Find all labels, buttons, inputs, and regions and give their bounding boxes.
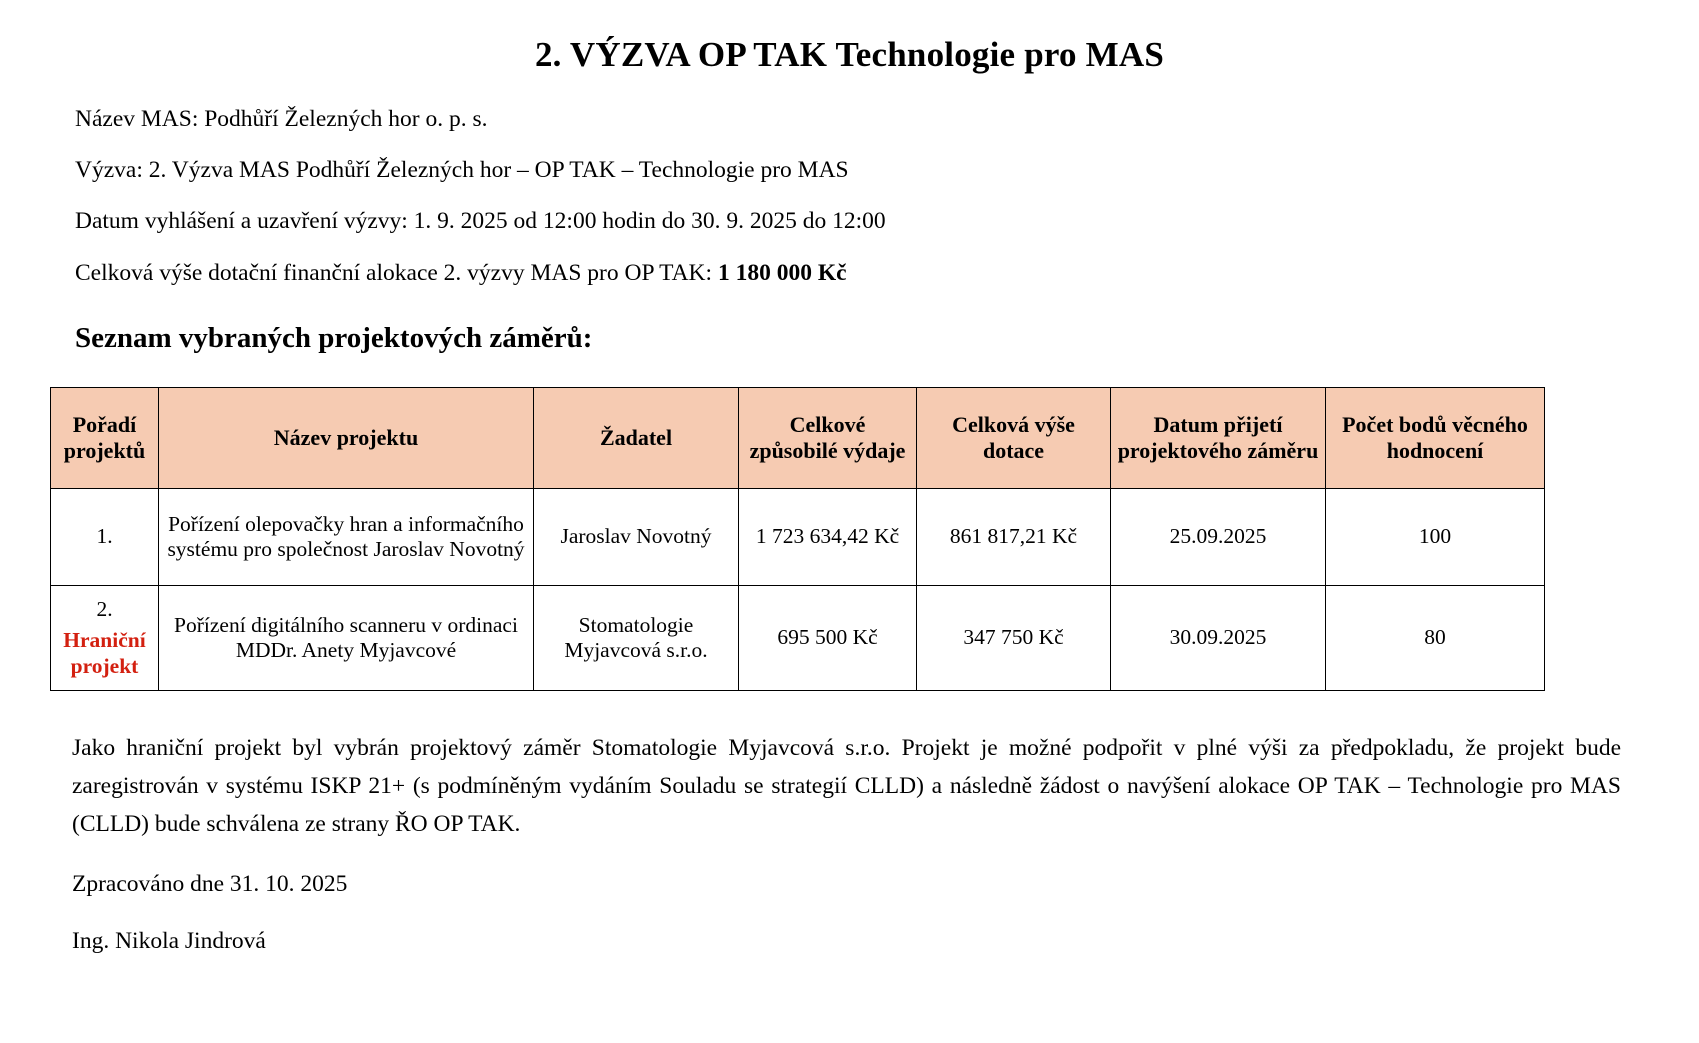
cell-eligible-expenses: 695 500 Kč <box>739 586 917 691</box>
cell-date-received: 30.09.2025 <box>1111 586 1326 691</box>
column-header-points: Počet bodů věcného hodnocení <box>1326 388 1545 489</box>
info-line-dates <box>75 207 1624 236</box>
projects-table-head <box>51 388 1545 489</box>
cell-subsidy-total: 347 750 Kč <box>917 586 1111 691</box>
cell-eligible-expenses: 1 723 634,42 Kč <box>739 489 917 586</box>
table-header-row <box>51 388 1545 489</box>
info-line-allocation-text: Celková výše dotační finanční alokace 2. výzvy MAS pro OP TAK: <box>75 259 718 286</box>
cell-order <box>51 489 159 586</box>
info-line-dates-text: Datum vyhlášení a uzavření výzvy: 1. 9. 2025 od 12:00 hodin do 30. 9. 2025 do 12:00 <box>75 208 886 235</box>
column-header-applicant: Žadatel <box>534 388 739 489</box>
cell-applicant: Stomatologie Myjavcová s.r.o. <box>534 586 739 691</box>
column-header-date-received: Datum přijetí projektového záměru <box>1111 388 1326 489</box>
column-header-project-name: Název projektu <box>159 388 534 489</box>
info-line-allocation <box>75 259 1624 288</box>
cell-subsidy-total: 861 817,21 Kč <box>917 489 1111 586</box>
info-line-call-text: Výzva: 2. Výzva MAS Podhůří Železných hor – OP TAK – Technologie pro MAS <box>75 156 849 183</box>
column-header-subsidy-total: Celková výše dotace <box>917 388 1111 489</box>
column-header-eligible-expenses: Celkové způsobilé výdaje <box>739 388 917 489</box>
cell-points: 100 <box>1326 489 1545 586</box>
processed-on-line: Zpracováno dne 31. 10. 2025 <box>72 871 348 898</box>
page-title: 2. VÝZVA OP TAK Technologie pro MAS <box>534 35 1165 74</box>
projects-table-wrapper <box>0 387 1699 691</box>
table-row <box>51 489 1545 586</box>
cell-points: 80 <box>1326 586 1545 691</box>
status-badge-border-project: Hraniční projekt <box>63 628 146 678</box>
author-line: Ing. Nikola Jindrová <box>72 927 266 954</box>
info-line-mas-name <box>75 105 1624 134</box>
cell-order <box>51 586 159 691</box>
order-number: 1. <box>96 524 113 549</box>
document-page <box>0 36 1699 1043</box>
cell-project-name: Pořízení olepovačky hran a informačního systému pro společnost Jaroslav Novotný <box>159 489 534 586</box>
allocation-amount: 1 180 000 Kč <box>717 259 847 286</box>
cell-project-name: Pořízení digitálního scanneru v ordinaci MDDr. Anety Myjavcové <box>159 586 534 691</box>
closing-paragraph: Jako hraniční projekt byl vybrán projektový záměr Stomatologie Myjavcová s.r.o. Projekt je možné podpořit v plné výši za předpokladu, že projekt bude zaregistrován v systému ISKP 21+ (s podmíněným vydáním Souladu se strategií CLLD) a následně žádost o navýšení alokace OP TAK – Technologie pro MAS (CLLD) bude schválena ze strany ŘO OP TAK. <box>72 735 1621 838</box>
info-line-mas-name-text: Název MAS: Podhůří Železných hor o. p. s. <box>75 105 488 132</box>
projects-table-body <box>51 489 1545 691</box>
table-row <box>51 586 1545 691</box>
section-heading: Seznam vybraných projektových záměrů: <box>75 322 593 354</box>
order-number: 2. <box>96 596 113 621</box>
projects-table <box>50 387 1545 691</box>
cell-date-received: 25.09.2025 <box>1111 489 1326 586</box>
cell-applicant: Jaroslav Novotný <box>534 489 739 586</box>
info-block <box>0 105 1699 289</box>
info-line-call <box>75 156 1624 185</box>
column-header-order: Pořadí projektů <box>51 388 159 489</box>
